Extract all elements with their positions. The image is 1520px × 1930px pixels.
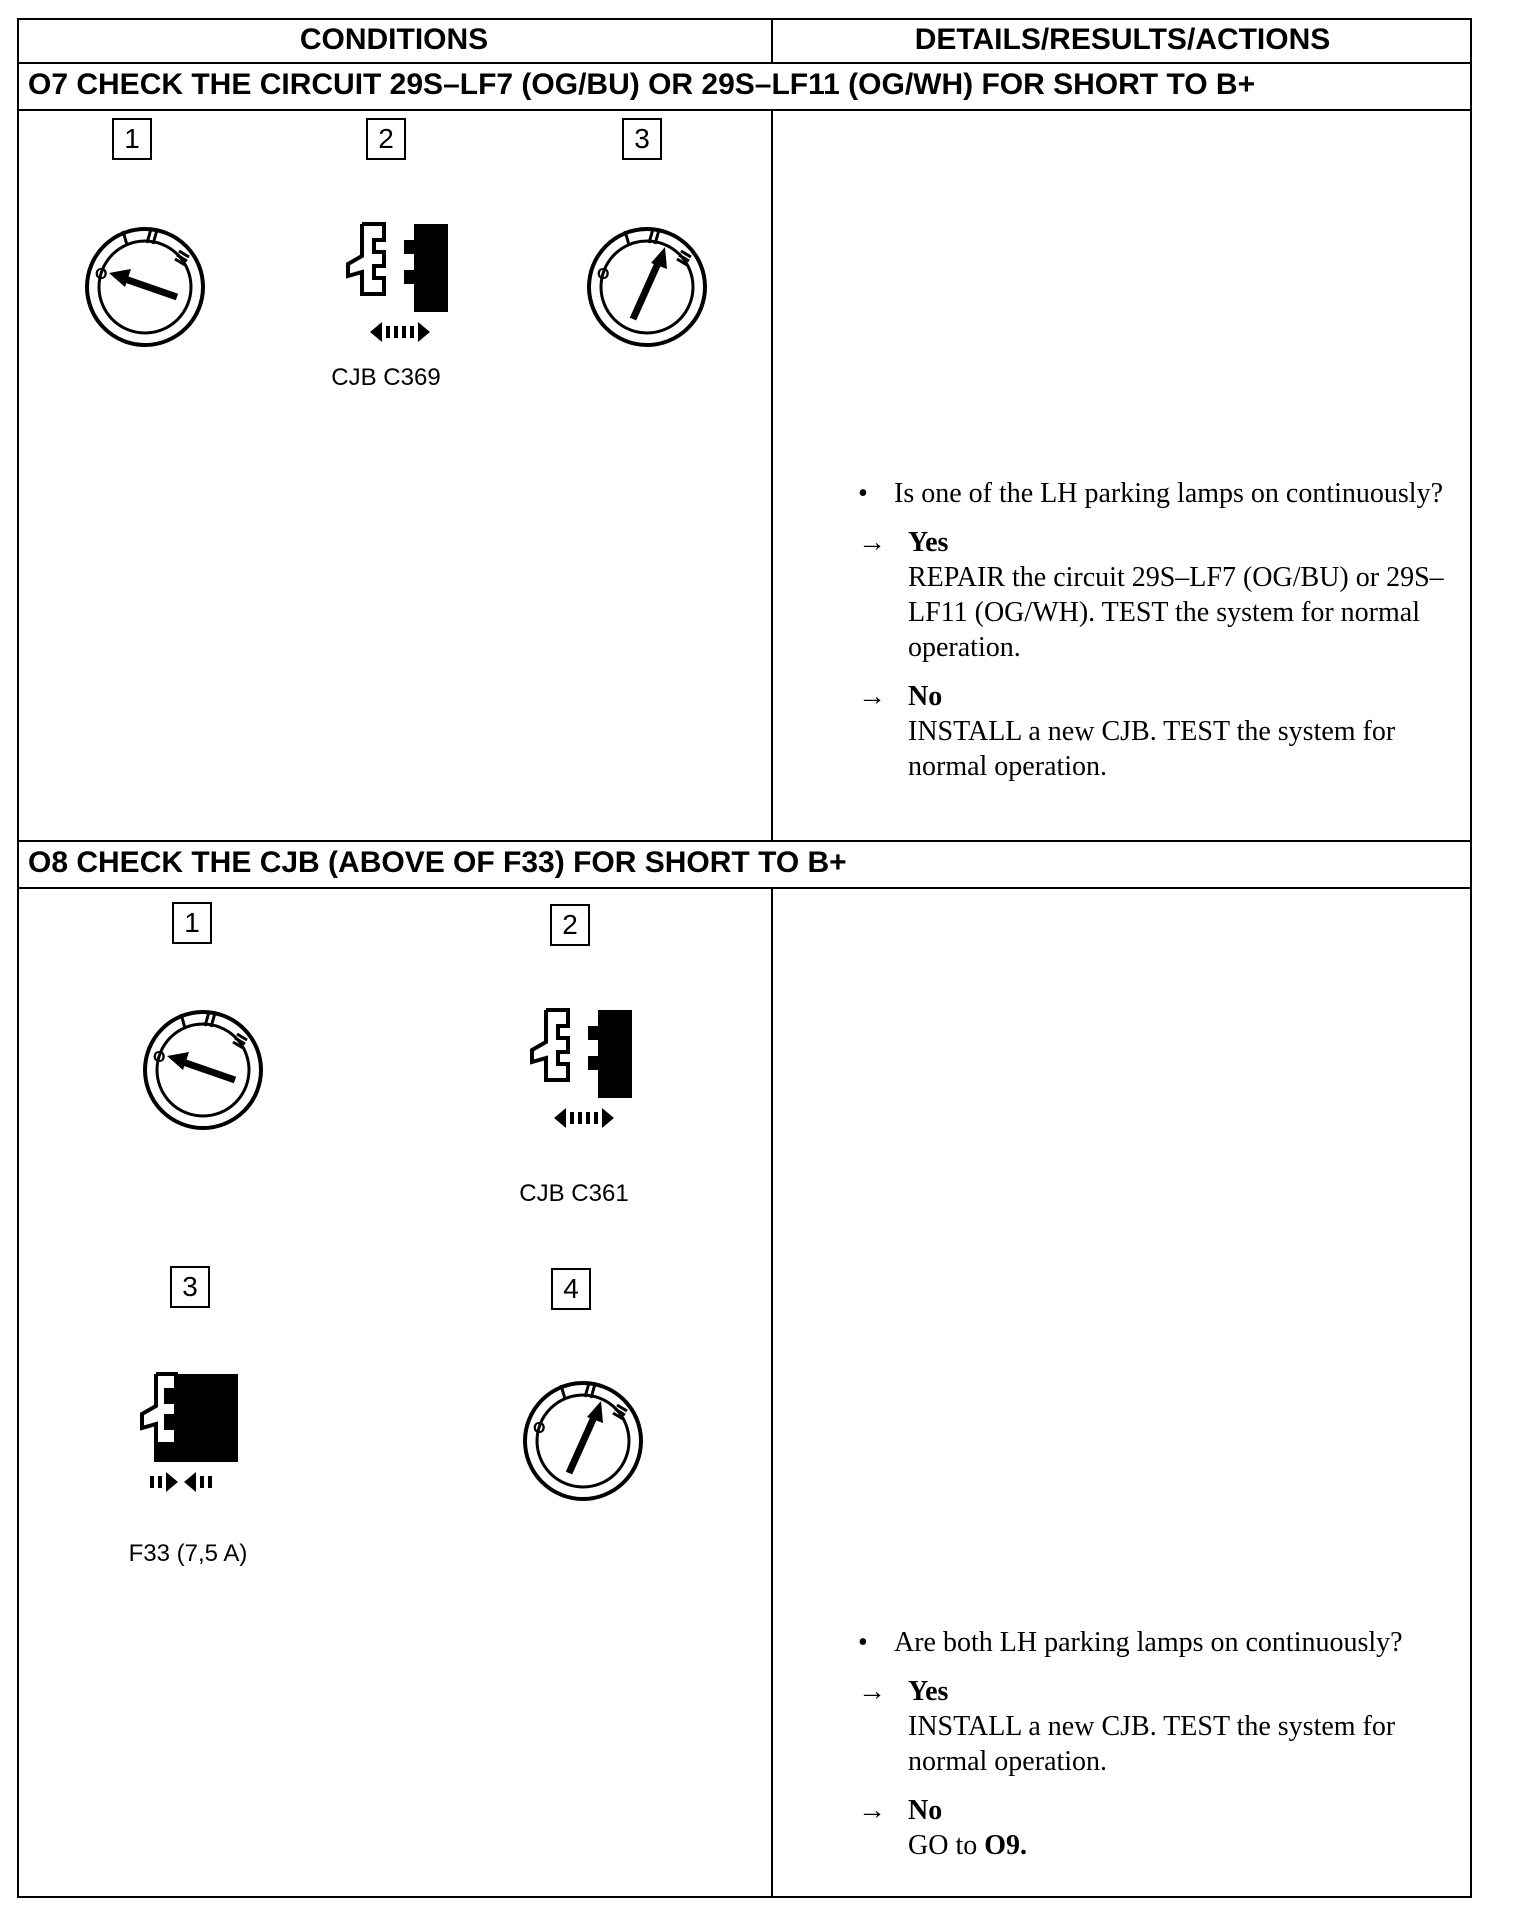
o7-yes-text: REPAIR the circuit 29S–LF7 (OG/BU) or 29S–LF11 (OG/WH). TEST the system for normal operation. [908,562,1444,663]
o8-no-branch [858,1793,1458,1863]
o8-details [858,1625,1458,1877]
o7-details [858,476,1458,798]
o8-no-label: No [908,1795,943,1826]
o8-no-text-prefix: GO to [908,1830,985,1861]
o7-connector-label: CJB C369 [331,364,441,391]
arrow-icon: → [858,1676,886,1707]
o8-question [858,1625,1458,1660]
o8-yes-branch [858,1674,1458,1779]
o8-fuse-label: F33 (7,5 A) [128,1540,248,1567]
o7-column-divider [771,109,773,842]
o7-step-3: 3 [622,118,662,160]
header-divider [17,62,1472,64]
o8-step-3: 3 [170,1266,210,1308]
o8-yes-text: INSTALL a new CJB. TEST the system for normal operation. [908,1711,1396,1777]
o7-question-text: Is one of the LH parking lamps on continuously? [894,478,1444,509]
o8-question-text: Are both LH parking lamps on continuously? [894,1627,1403,1658]
o8-step-4: 4 [551,1268,591,1310]
o8-step-2: 2 [550,904,590,946]
o8-title: O8 CHECK THE CJB (ABOVE OF F33) FOR SHORT TO B+ [28,846,847,879]
o8-title-divider [17,887,1472,889]
o8-step-1: 1 [172,902,212,944]
o7-no-branch [858,679,1458,784]
bullet-icon: • [858,478,868,509]
conditions-header: CONDITIONS [299,23,489,56]
o7-title: O7 CHECK THE CIRCUIT 29S–LF7 (OG/BU) OR 29S–LF11 (OG/WH) FOR SHORT TO B+ [28,68,1256,101]
arrow-icon: → [858,681,886,712]
o8-yes-label: Yes [908,1676,949,1707]
o7-yes-label: Yes [908,527,949,558]
o7-no-text: INSTALL a new CJB. TEST the system for normal operation. [908,716,1396,782]
o8-no-text-ref: O9. [984,1830,1028,1861]
arrow-icon: → [858,527,886,558]
connect-fuse-icon [122,1372,252,1500]
o7-step-1: 1 [112,118,152,160]
o7-title-divider [17,109,1472,111]
o8-connector-label: CJB C361 [519,1180,629,1207]
ignition-on-icon [587,227,707,347]
o7-question [858,476,1458,511]
bullet-icon: • [858,1627,868,1658]
o8-no-text [908,1828,1027,1863]
ignition-off-icon [143,1010,263,1130]
ignition-on-icon [523,1381,643,1501]
procedure-table [17,18,1472,1898]
disconnect-connector-icon [330,222,460,350]
details-header: DETAILS/RESULTS/ACTIONS [914,23,1331,56]
o7-no-label: No [908,681,943,712]
o8-column-divider [771,887,773,1898]
o7-yes-branch [858,525,1458,665]
o7-step-2: 2 [366,118,406,160]
arrow-icon: → [858,1795,886,1826]
o8-top-divider [17,840,1472,842]
ignition-off-icon [85,227,205,347]
disconnect-connector-icon [514,1008,644,1136]
